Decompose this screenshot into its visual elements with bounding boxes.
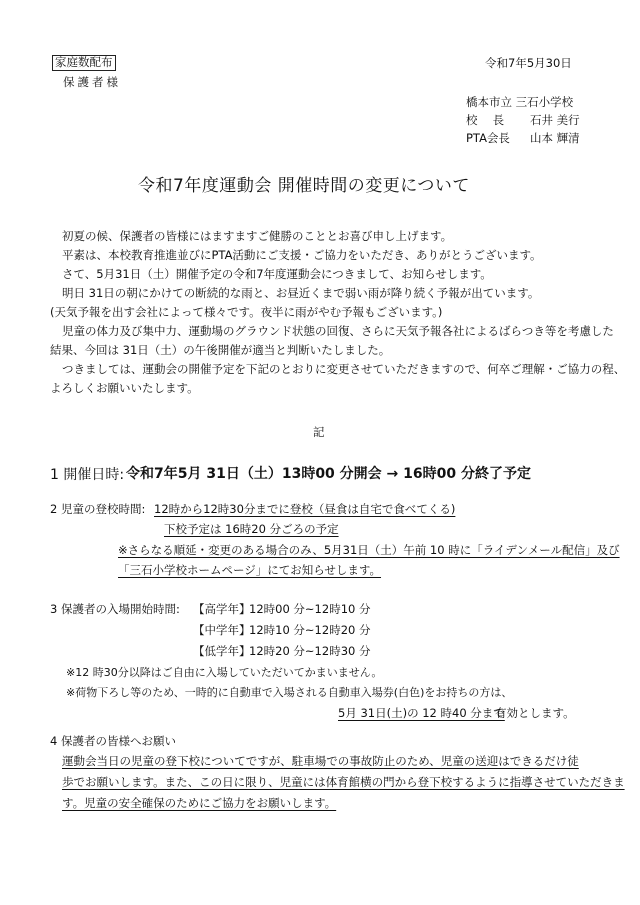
grade-label: 【中学年】 — [193, 623, 251, 637]
body-line: 結果、今回は 31日（土）の午後開催が適当と判断いたしました。 — [50, 343, 391, 357]
grade-time: 12時10 分~12時20 分 — [249, 623, 371, 637]
car-pass-note: 有効とします。 — [495, 706, 575, 720]
body-line: 初夏の候、保護者の皆様にはますますご健勝のこととお喜び申し上げます。 — [62, 229, 453, 243]
request-line: す。児童の安全確保のためにご協力をお願いします。 — [62, 796, 337, 810]
event-datetime-label: 1 開催日時: — [50, 467, 125, 483]
principal-role: 校 長 — [466, 113, 505, 127]
school-name: 橋本市立 三石小学校 — [466, 95, 574, 109]
pta-role: PTA会長 — [466, 131, 510, 145]
dismissal-time: 下校予定は 16時20 分ごろの予定 — [164, 522, 339, 536]
arrival-time-label: 2 児童の登校時間: — [50, 502, 146, 516]
distribution-tag: 家庭数配布 — [52, 55, 116, 71]
entry-note: ※荷物下ろし等のため、一時的に自動車で入場される自動車入場券(白色)をお持ちの方は、 — [66, 686, 513, 699]
body-line: さて、5月31日（土）開催予定の令和7年度運動会につきまして、お知らせします。 — [62, 267, 492, 281]
ki-marker: 記 — [313, 425, 325, 439]
notice-line: 「三石小学校ホームページ」にてお知らせします。 — [118, 563, 382, 577]
body-line: 平素は、本校教育推進並びにPTA活動にご支援・ご協力をいただき、ありがとうございます。 — [62, 248, 542, 262]
arrival-time-main: 12時から12時30分までに登校（昼食は自宅で食べてくる) — [154, 502, 456, 516]
body-line: 明日 31日の朝にかけての断続的な雨と、お昼近くまで弱い雨が降り続く予報が出ています。 — [62, 286, 540, 300]
issue-date: 令和7年5月30日 — [485, 56, 572, 70]
request-line: 歩でお願いします。また、この日に限り、児童には体育館横の門から登下校するように指導させていただきま — [62, 775, 625, 789]
event-datetime-value: 令和7年5月 31日（土）13時00 分開会 → 16時00 分終了予定 — [126, 466, 531, 482]
grade-time: 12時00 分~12時10 分 — [249, 602, 371, 616]
notice-line: ※さらなる順延・変更のある場合のみ、5月31日（土）午前 10 時に「ライデンメール配信」及び — [118, 543, 620, 557]
page-title: 令和7年度運動会 開催時間の変更について — [138, 176, 470, 196]
body-line: よろしくお願いいたします。 — [50, 381, 199, 395]
car-pass-deadline: 5月 31日(土)の 12 時40 分まで — [338, 706, 505, 720]
request-line: 運動会当日の児童の登下校についてですが、駐車場での事故防止のため、児童の送迎はできるだけ徒 — [62, 754, 579, 768]
body-line: (天気予報を出す会社によって様々です。夜半に雨がやむ予報もございます。) — [50, 305, 443, 319]
body-line: つきましては、運動会の開催予定を下記のとおりに変更させていただきますので、何卒ご理解・ご協力の程、 — [62, 362, 626, 376]
parent-entry-label: 3 保護者の入場開始時間: — [50, 602, 180, 616]
addressee: 保護者様 — [63, 75, 121, 89]
entry-note: ※12 時30分以降はご自由に入場していただいてかまいません。 — [66, 666, 383, 679]
grade-time: 12時20 分~12時30 分 — [249, 644, 371, 658]
request-label: 4 保護者の皆様へお願い — [50, 734, 176, 748]
grade-label: 【低学年】 — [193, 644, 251, 658]
pta-name: 山本 輝清 — [530, 131, 580, 145]
body-line: 児童の体力及び集中力、運動場のグラウンド状態の回復、さらに天気予報各社によるばらつき等を考慮した — [62, 324, 614, 338]
principal-name: 石井 美行 — [530, 113, 580, 127]
grade-label: 【高学年】 — [193, 602, 251, 616]
